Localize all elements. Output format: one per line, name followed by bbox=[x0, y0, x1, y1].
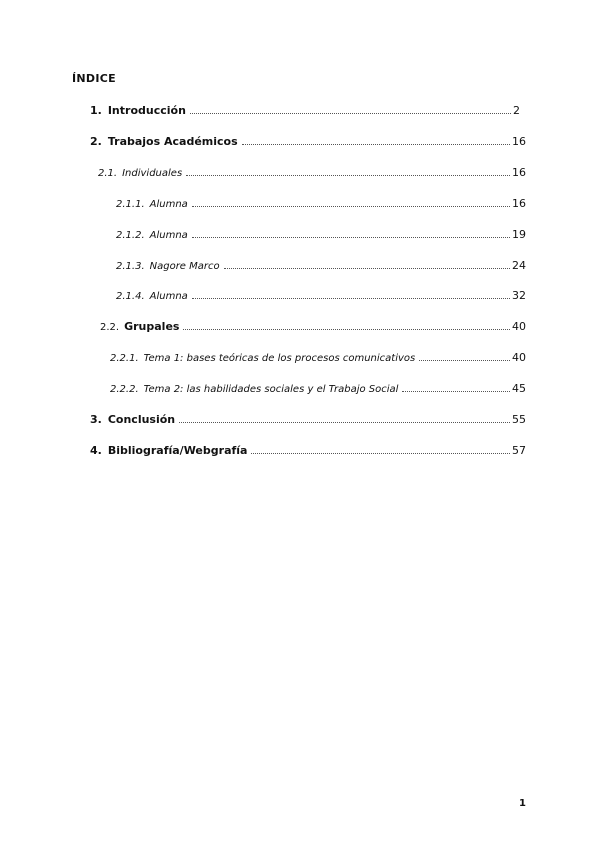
toc-entry-alumna-2[interactable] bbox=[116, 228, 526, 242]
toc-entry-number: 1. bbox=[90, 104, 102, 117]
toc-entry-label: Alumna bbox=[149, 199, 188, 210]
toc-entry-page: 19 bbox=[512, 228, 526, 241]
toc-entry-page: 45 bbox=[512, 382, 526, 395]
toc-entry-page: 40 bbox=[512, 351, 526, 364]
toc-entry-label: Introducción bbox=[107, 104, 186, 117]
dot-leader bbox=[190, 113, 511, 114]
toc-entry-label: Alumna bbox=[149, 291, 188, 302]
dot-leader bbox=[186, 175, 510, 176]
toc-entry-number: 2.2. bbox=[100, 322, 120, 333]
toc-entry-grupales[interactable] bbox=[100, 320, 526, 334]
toc-entry-page: 16 bbox=[512, 166, 526, 179]
dot-leader bbox=[192, 237, 510, 238]
toc-entry-number: 4. bbox=[90, 444, 102, 457]
toc-entry-label: Conclusión bbox=[107, 413, 176, 426]
toc-entry-alumna-4[interactable] bbox=[116, 289, 526, 303]
toc-entry-nagore-marco[interactable] bbox=[116, 259, 526, 273]
toc-entry-introduccion[interactable] bbox=[90, 104, 520, 118]
toc-entry-page: 55 bbox=[512, 413, 526, 426]
toc-entry-label: Bibliografía/Webgrafía bbox=[107, 444, 248, 457]
toc-entry-page: 40 bbox=[512, 320, 526, 333]
dot-leader bbox=[224, 268, 510, 269]
toc-entry-number: 2.2.1. bbox=[110, 353, 139, 364]
toc-entry-label: Tema 1: bases teóricas de los procesos comunicativos bbox=[143, 353, 416, 364]
toc-entry-page: 24 bbox=[512, 259, 526, 272]
toc-entry-tema-2[interactable] bbox=[110, 382, 526, 396]
toc-entry-tema-1[interactable] bbox=[110, 351, 526, 365]
toc-entry-number: 2.1.2. bbox=[116, 230, 145, 241]
toc-entry-page: 32 bbox=[512, 289, 526, 302]
toc-entry-number: 2. bbox=[90, 135, 102, 148]
toc-entry-trabajos-academicos[interactable] bbox=[90, 135, 526, 149]
toc-entry-page: 16 bbox=[512, 135, 526, 148]
toc-entry-number: 2.1.1. bbox=[116, 199, 145, 210]
toc-entry-alumna-1[interactable] bbox=[116, 197, 526, 211]
toc-entry-conclusion[interactable] bbox=[90, 413, 526, 427]
dot-leader bbox=[192, 206, 510, 207]
dot-leader bbox=[192, 298, 510, 299]
toc-entry-label: Individuales bbox=[122, 168, 183, 179]
dot-leader bbox=[242, 144, 510, 145]
toc-entry-number: 2.2.2. bbox=[110, 384, 139, 395]
toc-entry-label: Grupales bbox=[124, 320, 180, 333]
toc-entry-number: 2.1.4. bbox=[116, 291, 145, 302]
dot-leader bbox=[183, 329, 510, 330]
toc-entry-individuales[interactable] bbox=[98, 166, 526, 180]
toc-entry-page: 16 bbox=[512, 197, 526, 210]
toc-entry-number: 3. bbox=[90, 413, 102, 426]
toc-entry-label: Tema 2: las habilidades sociales y el Trabajo Social bbox=[143, 384, 399, 395]
toc-entry-label: Alumna bbox=[149, 230, 188, 241]
page-number: 1 bbox=[519, 798, 526, 809]
toc-entry-bibliografia[interactable] bbox=[90, 444, 526, 458]
dot-leader bbox=[179, 422, 510, 423]
index-heading: ÍNDICE bbox=[72, 72, 116, 85]
toc-entry-label: Trabajos Académicos bbox=[107, 135, 238, 148]
toc-entry-number: 2.1.3. bbox=[116, 261, 145, 272]
toc-entry-page: 2 bbox=[513, 104, 520, 117]
dot-leader bbox=[402, 391, 510, 392]
dot-leader bbox=[419, 360, 510, 361]
toc-entry-label: Nagore Marco bbox=[149, 261, 220, 272]
toc-entry-page: 57 bbox=[512, 444, 526, 457]
toc-entry-number: 2.1. bbox=[98, 168, 118, 179]
dot-leader bbox=[251, 453, 510, 454]
